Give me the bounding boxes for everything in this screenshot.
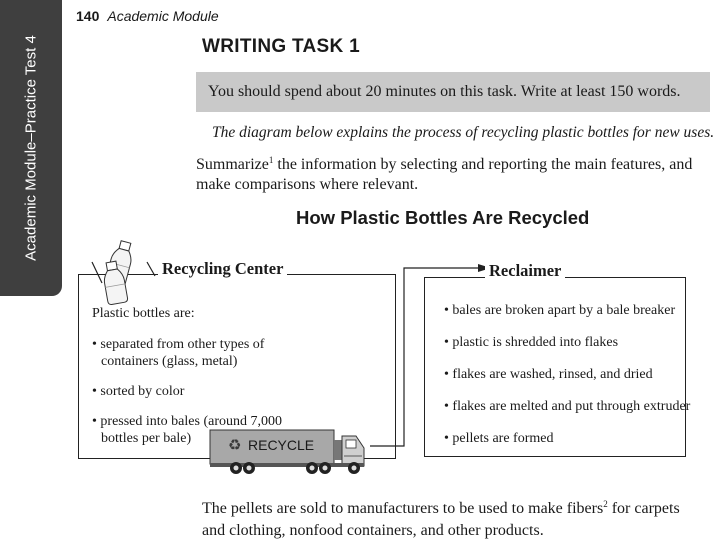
- recycle-symbol-icon: ♻: [228, 436, 242, 454]
- footnote-marker-1: 1: [268, 155, 274, 165]
- module-name: Academic Module: [107, 8, 219, 24]
- instruction-text: You should spend about 20 minutes on this task. Write at least 150 words.: [208, 83, 681, 100]
- footnote-marker-2: 2: [603, 499, 608, 509]
- task-title: WRITING TASK 1: [202, 36, 360, 57]
- truck-label: RECYCLE: [248, 437, 315, 453]
- task-prompt: The diagram below explains the process of recycling plastic bottles for new uses.: [212, 124, 715, 141]
- side-tab-label: Academic Module–Practice Test 4: [22, 35, 40, 261]
- closing-text-end: for carpets and clothing, nonfood containers, and other products.: [202, 500, 680, 539]
- list-item: • bales are broken apart by a bale breaker: [444, 302, 690, 319]
- list-item: • flakes are melted and put through extruder: [444, 398, 690, 415]
- list-item: • pressed into bales (around 7,000 bottles per bale): [92, 413, 322, 447]
- page-number: 140: [76, 8, 100, 24]
- list-item: • separated from other types of containers (glass, metal): [92, 336, 322, 370]
- summary-text-end: the information by selecting and reporting the main features, and make comparisons where relevant.: [196, 156, 693, 193]
- summary-text-start: Summarize: [196, 156, 269, 173]
- list-item: • sorted by color: [92, 383, 322, 400]
- reclaimer-list: [444, 302, 690, 462]
- closing-text-start: The pellets are sold to manufacturers to be used to make fibers: [202, 500, 604, 517]
- list-item: • flakes are washed, rinsed, and dried: [444, 366, 690, 383]
- reclaimer-heading: Reclaimer: [485, 261, 565, 281]
- list-item: • plastic is shredded into flakes: [444, 334, 690, 351]
- recycling-center-intro: Plastic bottles are:: [92, 306, 195, 321]
- list-item: • pellets are formed: [444, 430, 690, 447]
- recycling-center-heading: Recycling Center: [158, 259, 287, 279]
- diagram-title: How Plastic Bottles Are Recycled: [296, 207, 590, 228]
- slash-left: [92, 262, 102, 283]
- slash-right: [147, 262, 155, 276]
- closing-paragraph: [202, 498, 702, 542]
